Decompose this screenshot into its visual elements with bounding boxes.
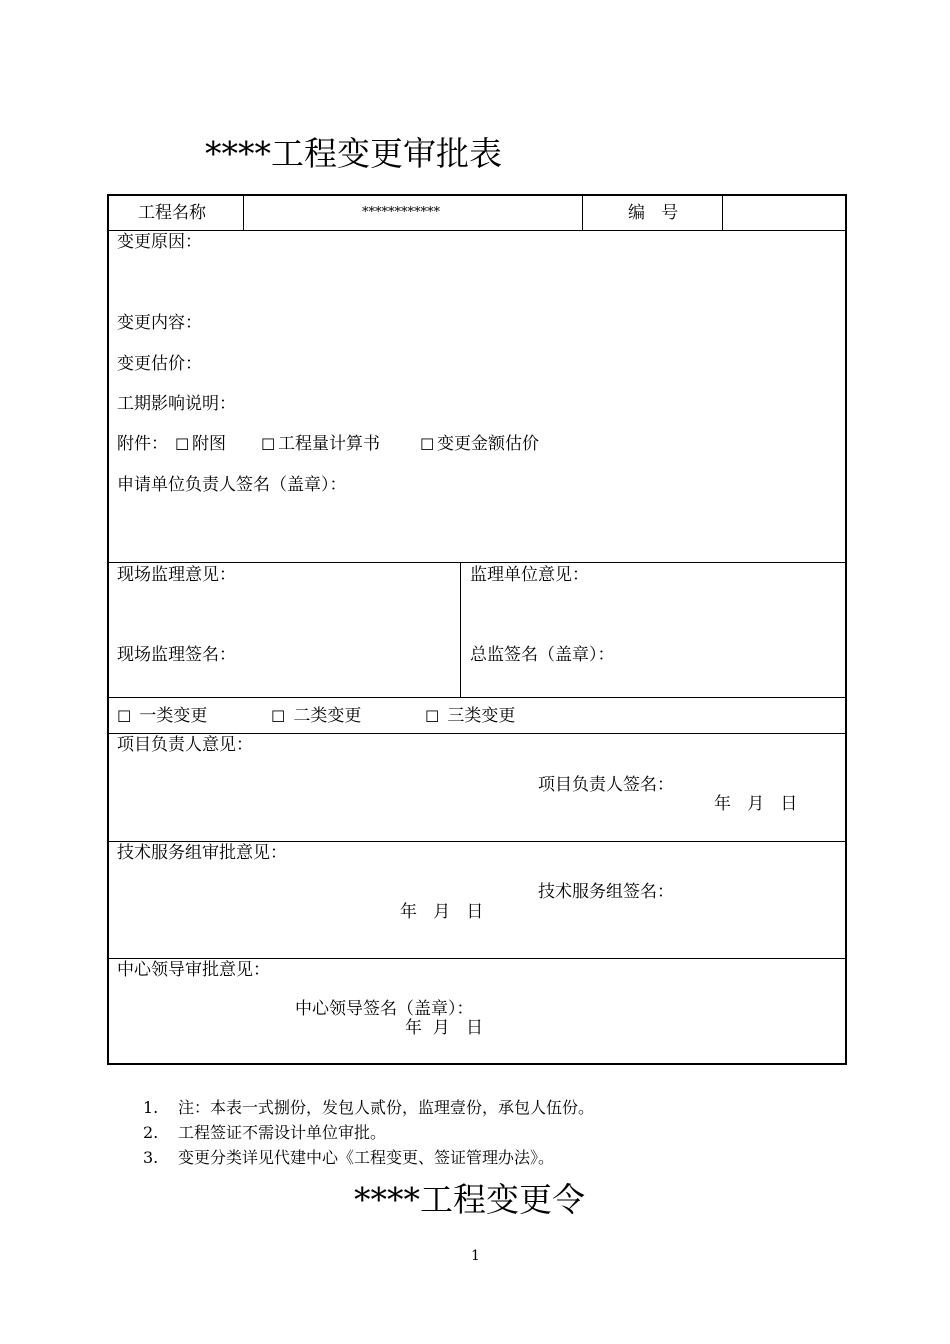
center-leader-date: 年 月 日 bbox=[405, 1018, 484, 1038]
tech-group-date: 年 月 日 bbox=[400, 902, 484, 922]
change-order-title: ****工程变更令 bbox=[354, 1180, 585, 1219]
row-divider-tech-group bbox=[108, 958, 846, 959]
approval-form-table bbox=[107, 194, 847, 1065]
attachments-label: 附件： bbox=[117, 434, 168, 454]
change-estimate-label: 变更估价： bbox=[117, 354, 202, 374]
note-2-text: 工程签证不需设计单位审批。 bbox=[178, 1123, 387, 1142]
center-leader-opinion-label: 中心领导审批意见： bbox=[117, 960, 270, 980]
site-supervision-signature-label: 现场监理签名： bbox=[117, 645, 236, 665]
row-divider-application bbox=[108, 562, 846, 563]
applicant-signature-label: 申请单位负责人签名（盖章）： bbox=[117, 475, 347, 495]
col-divider-2 bbox=[582, 195, 583, 230]
class-2-change-label: 二类变更 bbox=[288, 706, 362, 726]
form-title: ****工程变更审批表 bbox=[205, 134, 502, 173]
class-1-change-label: 一类变更 bbox=[134, 706, 208, 726]
tech-group-opinion-label: 技术服务组审批意见： bbox=[117, 843, 287, 863]
attachment-drawing-label: 附图 bbox=[192, 434, 226, 454]
checkbox-class-3[interactable]: ☐ bbox=[425, 707, 440, 726]
attachment-quantity-calc-label: 工程量计算书 bbox=[278, 434, 380, 454]
note-3-text: 变更分类详见代建中心《工程变更、签证管理办法》。 bbox=[178, 1148, 555, 1167]
checkbox-drawing[interactable]: ☐ bbox=[175, 435, 190, 454]
supervision-col-divider bbox=[460, 562, 461, 697]
project-name-label: 工程名称 bbox=[138, 203, 206, 223]
row-divider-project-manager bbox=[108, 841, 846, 842]
chief-supervisor-signature-label: 总监签名（盖章）： bbox=[470, 645, 615, 665]
row-divider-categories bbox=[108, 733, 846, 734]
project-name-value: ************ bbox=[362, 205, 440, 220]
note-3-number: 3. bbox=[143, 1148, 159, 1167]
checkbox-quantity-calc[interactable]: ☐ bbox=[261, 435, 276, 454]
site-supervision-opinion-label: 现场监理意见： bbox=[117, 565, 236, 585]
note-2-number: 2. bbox=[143, 1123, 159, 1142]
page-number: 1 bbox=[471, 1248, 480, 1264]
row-divider-supervision bbox=[108, 697, 846, 698]
change-reason-label: 变更原因： bbox=[117, 232, 202, 252]
checkbox-class-2[interactable]: ☐ bbox=[271, 707, 286, 726]
checkbox-amount-estimate[interactable]: ☐ bbox=[420, 435, 435, 454]
supervision-unit-opinion-label: 监理单位意见： bbox=[470, 565, 589, 585]
note-1-text: 注：本表一式捌份，发包人贰份，监理壹份，承包人伍份。 bbox=[178, 1098, 595, 1117]
center-leader-signature-label: 中心领导签名（盖章）： bbox=[295, 999, 474, 1019]
project-manager-signature-label: 项目负责人签名： bbox=[538, 775, 674, 795]
change-content-label: 变更内容： bbox=[117, 313, 202, 333]
project-manager-opinion-label: 项目负责人意见： bbox=[117, 735, 253, 755]
schedule-impact-label: 工期影响说明： bbox=[117, 394, 236, 414]
col-divider-1 bbox=[243, 195, 244, 230]
checkbox-class-1[interactable]: ☐ bbox=[117, 707, 132, 726]
number-label: 编 号 bbox=[628, 203, 679, 223]
class-3-change-label: 三类变更 bbox=[442, 706, 516, 726]
row-divider-header bbox=[108, 230, 846, 231]
note-1-number: 1. bbox=[143, 1098, 159, 1117]
tech-group-signature-label: 技术服务组签名： bbox=[538, 882, 674, 902]
col-divider-3 bbox=[722, 195, 723, 230]
project-manager-date: 年 月 日 bbox=[714, 794, 798, 814]
attachment-amount-estimate-label: 变更金额估价 bbox=[437, 434, 539, 454]
